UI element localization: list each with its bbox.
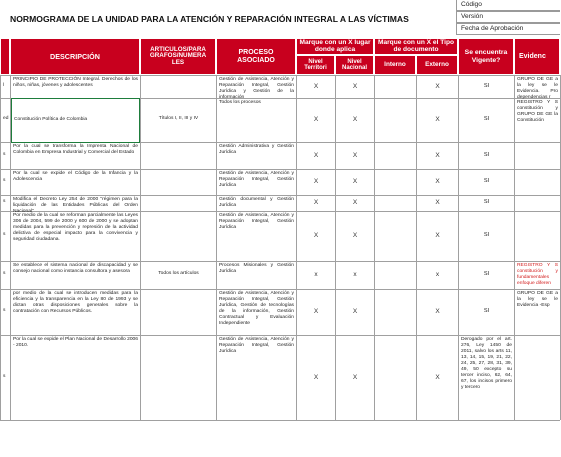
row-left-fragment[interactable]: s bbox=[3, 199, 6, 204]
row-vigente[interactable]: SI bbox=[483, 308, 490, 314]
row-evidencia[interactable]: REGISTRO Y S constitución y fundamentales enfoque diferen bbox=[517, 263, 558, 286]
row-externo[interactable]: X bbox=[435, 308, 440, 315]
row-left-fragment[interactable]: s bbox=[3, 308, 6, 313]
row-nacional[interactable]: X bbox=[352, 82, 358, 90]
grid-line bbox=[0, 169, 560, 170]
row-territorial[interactable]: X bbox=[313, 116, 319, 123]
row-interno[interactable] bbox=[375, 374, 416, 383]
row-articulos[interactable] bbox=[141, 199, 216, 213]
grid-line bbox=[0, 195, 560, 196]
row-descripcion[interactable]: Por la cual se transforma la Imprenta Nacional de Colombia en Empresa Industrial y Comercial del Estado bbox=[13, 144, 138, 155]
row-descripcion[interactable]: PRINCIPIO DE PROTECCIÓN Integral. Derechos de los niños, niñas, jóvenes y adolescentes bbox=[13, 77, 138, 88]
row-vigente[interactable]: SI bbox=[483, 271, 490, 277]
row-interno[interactable] bbox=[375, 152, 416, 161]
row-proceso[interactable]: Todos los procesos bbox=[219, 100, 261, 105]
grid-line bbox=[0, 335, 560, 336]
row-articulos[interactable] bbox=[141, 374, 216, 457]
header-interno: Interno bbox=[374, 55, 416, 75]
row-descripcion[interactable]: Se establece el sistema nacional de discapacidad y se consejo nacional como instancia consultora y asesora bbox=[13, 263, 138, 274]
grid-line bbox=[0, 211, 560, 212]
row-territorial[interactable]: X bbox=[313, 178, 319, 185]
row-vigente[interactable]: SI bbox=[483, 116, 490, 122]
meta-code-label: Código bbox=[456, 0, 560, 11]
row-interno[interactable] bbox=[375, 83, 416, 92]
grid-line bbox=[0, 261, 560, 262]
row-descripcion[interactable]: por medio de la cual se introducen medidas para la eficiencia y la transparencia en la Ley 80 de 1993 y se dictan otras disposiciones generales sobre la contratación con Recursos Públicos. bbox=[13, 291, 138, 314]
grid-line bbox=[0, 420, 560, 421]
row-externo[interactable]: X bbox=[435, 151, 440, 159]
grid-line bbox=[416, 75, 417, 420]
row-left-fragment[interactable]: s bbox=[3, 178, 6, 183]
row-left-fragment[interactable]: s bbox=[3, 232, 6, 237]
row-left-fragment[interactable]: s bbox=[3, 373, 6, 379]
row-vigente[interactable]: SI bbox=[483, 151, 490, 158]
row-interno[interactable] bbox=[375, 308, 416, 317]
row-proceso[interactable]: Gestión de Asistencia, Atención y Reparación Integral, Gestión Jurídica, Gestión de tecnologías de la información, Gestión Contractual y Evaluación Independiente bbox=[219, 291, 294, 326]
row-left-fragment[interactable]: ed bbox=[3, 116, 9, 121]
row-proceso[interactable]: Gestión de Asistencia, Atención y Reparación Integral, Gestión Jurídica bbox=[219, 171, 294, 188]
row-left-fragment[interactable]: s bbox=[3, 271, 6, 276]
header-externo: Externo bbox=[416, 55, 458, 75]
row-left-fragment[interactable]: s bbox=[3, 151, 6, 157]
row-vigente[interactable]: SI bbox=[483, 82, 490, 89]
row-proceso[interactable]: Gestión Administrativa y Gestión Jurídica bbox=[219, 144, 294, 155]
row-vigente[interactable]: SI bbox=[483, 232, 490, 238]
row-articulos[interactable]: Títulos I, II, III y IV bbox=[158, 116, 199, 121]
grid-line bbox=[0, 289, 560, 290]
sheet-title: NORMOGRAMA DE LA UNIDAD PARA LA ATENCIÓN Y REPARACIÓN INTEGRAL A LAS VÍCTIMAS bbox=[10, 14, 409, 24]
row-evidencia[interactable] bbox=[515, 197, 560, 210]
header-nivel-territorial: Nivel Territori bbox=[296, 55, 335, 75]
row-proceso[interactable]: Gestión documental y Gestión Jurídica bbox=[219, 197, 294, 208]
row-externo[interactable]: X bbox=[435, 82, 440, 90]
row-nacional[interactable]: X bbox=[352, 116, 358, 123]
row-descripcion[interactable]: Por medio de la cual se reforman parcialmente las Leyes 306 de 2004, 599 de 2000 y 600 de 2000 y se adoptan medidas para la prevención y represión de la actividad delictiva de especial impacto para la convivencia y seguridad ciudadana. bbox=[13, 213, 138, 242]
row-nacional[interactable]: X bbox=[352, 308, 358, 315]
row-evidencia[interactable] bbox=[515, 337, 560, 419]
grid-line bbox=[296, 75, 297, 420]
row-nacional[interactable]: X bbox=[352, 232, 358, 239]
row-evidencia[interactable] bbox=[515, 171, 560, 194]
row-interno[interactable] bbox=[375, 271, 416, 280]
row-evidencia[interactable]: GRUPO DE GE a la ley se le Evidencia. Pro dependencias r bbox=[517, 77, 558, 100]
row-proceso[interactable]: Gestión de Asistencia, Atención y Reparación Integral, Gestión Jurídica y Gestión de la información bbox=[219, 77, 294, 100]
row-interno[interactable] bbox=[375, 178, 416, 187]
row-externo[interactable]: X bbox=[435, 116, 440, 123]
row-vigente[interactable]: SI bbox=[483, 199, 490, 205]
row-descripcion[interactable]: Por la cual se expide el Plan Nacional de Desarrollo 2006 - 2010. bbox=[13, 337, 138, 348]
row-vigente[interactable]: Derogado por el art. 276, Ley 1450 de 2011, salvo los arts 11, 13, 14, 15, 19, 21, 22, 24, 25, 27, 28, 31, 39, 49, 50 excepto su tercer inciso, 62, 64, 67, los incisos primero y tercero bbox=[461, 337, 512, 390]
header-tipo-documento: Marque con un X el Tipo de documento bbox=[374, 38, 458, 55]
row-externo[interactable]: X bbox=[435, 199, 440, 206]
header-descripcion: DESCRIPCIÓN bbox=[10, 38, 140, 75]
row-articulos[interactable] bbox=[141, 83, 216, 104]
row-evidencia[interactable] bbox=[515, 213, 560, 260]
row-territorial[interactable]: X bbox=[313, 151, 319, 159]
row-externo[interactable]: X bbox=[435, 373, 440, 381]
row-nacional[interactable]: X bbox=[352, 151, 358, 159]
row-externo[interactable]: X bbox=[435, 178, 440, 185]
row-territorial[interactable]: X bbox=[313, 308, 319, 315]
row-nacional[interactable]: X bbox=[352, 373, 358, 381]
row-evidencia[interactable]: REGISTRO Y S constitución y GRUPO DE GE la Constitución bbox=[517, 100, 558, 123]
row-vigente[interactable]: SI bbox=[483, 178, 490, 184]
row-evidencia[interactable]: GRUPO DE GE a la ley se le Evidencia -Esp bbox=[517, 291, 558, 308]
selected-cell[interactable]: Constitución Política de Colombia bbox=[11, 98, 140, 143]
row-interno[interactable] bbox=[375, 232, 416, 241]
grid-line bbox=[0, 75, 560, 76]
row-proceso[interactable]: Gestión de Asistencia, Atención y Reparación Integral, Gestión Jurídica bbox=[219, 213, 294, 230]
row-evidencia[interactable] bbox=[515, 144, 560, 168]
row-interno[interactable] bbox=[375, 199, 416, 208]
header-evidencia: Evidenc bbox=[514, 38, 560, 75]
row-nacional[interactable]: x bbox=[353, 271, 357, 278]
header-vigente: Se encuentra Vigente? bbox=[458, 38, 514, 75]
row-nacional[interactable]: X bbox=[352, 178, 358, 185]
row-nacional[interactable]: X bbox=[352, 199, 358, 206]
row-territorial[interactable]: X bbox=[313, 373, 319, 381]
grid-line bbox=[374, 75, 375, 420]
row-territorial[interactable]: X bbox=[313, 82, 319, 90]
header-proceso: PROCESO ASOCIADO bbox=[216, 38, 296, 75]
row-territorial[interactable]: X bbox=[313, 199, 319, 206]
grid-line bbox=[335, 75, 336, 420]
meta-approval-date-label: Fecha de Aprobación bbox=[456, 23, 560, 35]
row-externo[interactable]: X bbox=[435, 232, 440, 239]
row-descripcion[interactable]: Modifica el Decreto Ley 254 de 2000 "régimen para la liquidación de las Entidades Públicas del Orden Nacional" bbox=[13, 197, 138, 214]
row-proceso[interactable]: Gestión de Asistencia, Atención y Reparación Integral, Gestión Jurídica bbox=[219, 337, 294, 354]
row-articulos[interactable] bbox=[141, 152, 216, 177]
row-proceso[interactable]: Procesos Misionales y Gestión Jurídica bbox=[219, 263, 294, 274]
row-territorial[interactable]: X bbox=[313, 232, 319, 239]
meta-version-label: Versión bbox=[456, 11, 560, 23]
row-territorial[interactable]: x bbox=[314, 271, 318, 278]
header-articulos: ARTICULOS/PARA GRAFOS/NUMERA LES bbox=[140, 38, 216, 75]
header-left-edge bbox=[0, 38, 10, 75]
row-descripcion[interactable]: Por la cual se expide el Código de la Infancia y la Adolescencia bbox=[13, 171, 138, 182]
header-nivel-nacional: Nivel Nacional bbox=[335, 55, 374, 75]
row-articulos[interactable]: Todos los artículos bbox=[158, 271, 199, 276]
row-left-fragment[interactable]: l bbox=[3, 82, 5, 88]
row-externo[interactable]: x bbox=[435, 271, 440, 278]
row-articulos[interactable] bbox=[141, 308, 216, 352]
header-lugar: Marque con un X lugar donde aplica bbox=[296, 38, 374, 55]
row-interno[interactable] bbox=[375, 116, 416, 125]
